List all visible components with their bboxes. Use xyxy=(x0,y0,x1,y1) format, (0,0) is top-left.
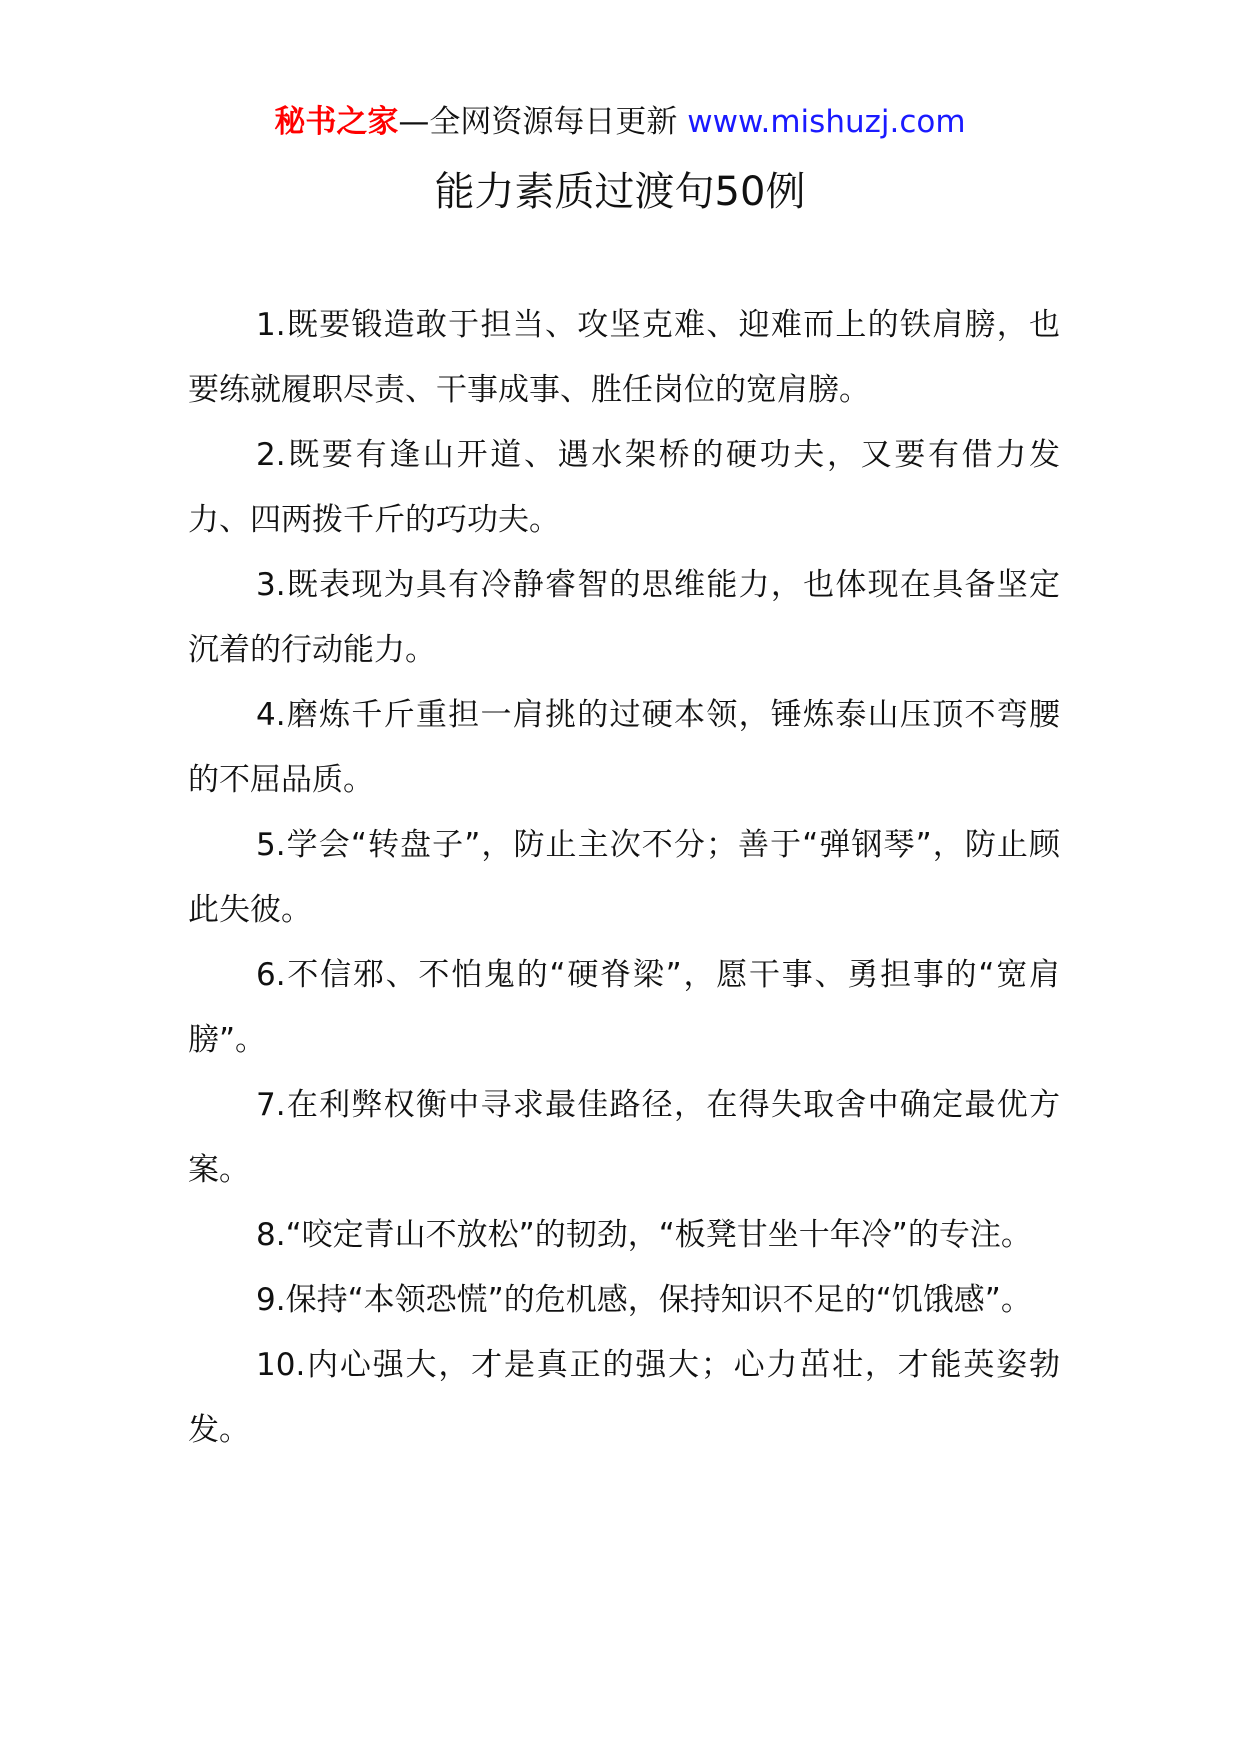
list-item: 2.既要有逢山开道、遇水架桥的硬功夫，又要有借力发力、四两拨千斤的巧功夫。 xyxy=(188,437,1060,538)
list-item: 4.磨炼千斤重担一肩挑的过硬本领，锤炼泰山压顶不弯腰的不屈品质。 xyxy=(188,697,1060,798)
site-header xyxy=(0,100,1240,144)
list-item: 1.既要锻造敢于担当、攻坚克难、迎难而上的铁肩膀，也要练就履职尽责、干事成事、胜任岗位的宽肩膀。 xyxy=(188,307,1060,408)
list-item: 8.“咬定青山不放松”的韧劲，“板凳甘坐十年冷”的专注。 xyxy=(256,1217,1032,1253)
list-item: 6.不信邪、不怕鬼的“硬脊梁”，愿干事、勇担事的“宽肩膀”。 xyxy=(188,957,1060,1058)
list-item: 7.在利弊权衡中寻求最佳路径，在得失取舍中确定最优方案。 xyxy=(188,1087,1060,1188)
header-tagline: —全网资源每日更新 xyxy=(398,104,678,140)
list-item: 5.学会“转盘子”，防止主次不分；善于“弹钢琴”，防止顾此失彼。 xyxy=(188,827,1060,928)
site-url-link[interactable]: www.mishuzj.com xyxy=(687,104,966,140)
list-item: 3.既表现为具有冷静睿智的思维能力，也体现在具备坚定沉着的行动能力。 xyxy=(188,567,1060,668)
brand-name: 秘书之家 xyxy=(274,104,399,140)
list-item: 9.保持“本领恐慌”的危机感，保持知识不足的“饥饿感”。 xyxy=(256,1282,1032,1318)
sentence-list xyxy=(188,293,1060,1463)
list-item: 10.内心强大，才是真正的强大；心力茁壮，才能英姿勃发。 xyxy=(188,1347,1060,1448)
document-title: 能力素质过渡句50例 xyxy=(434,169,806,215)
